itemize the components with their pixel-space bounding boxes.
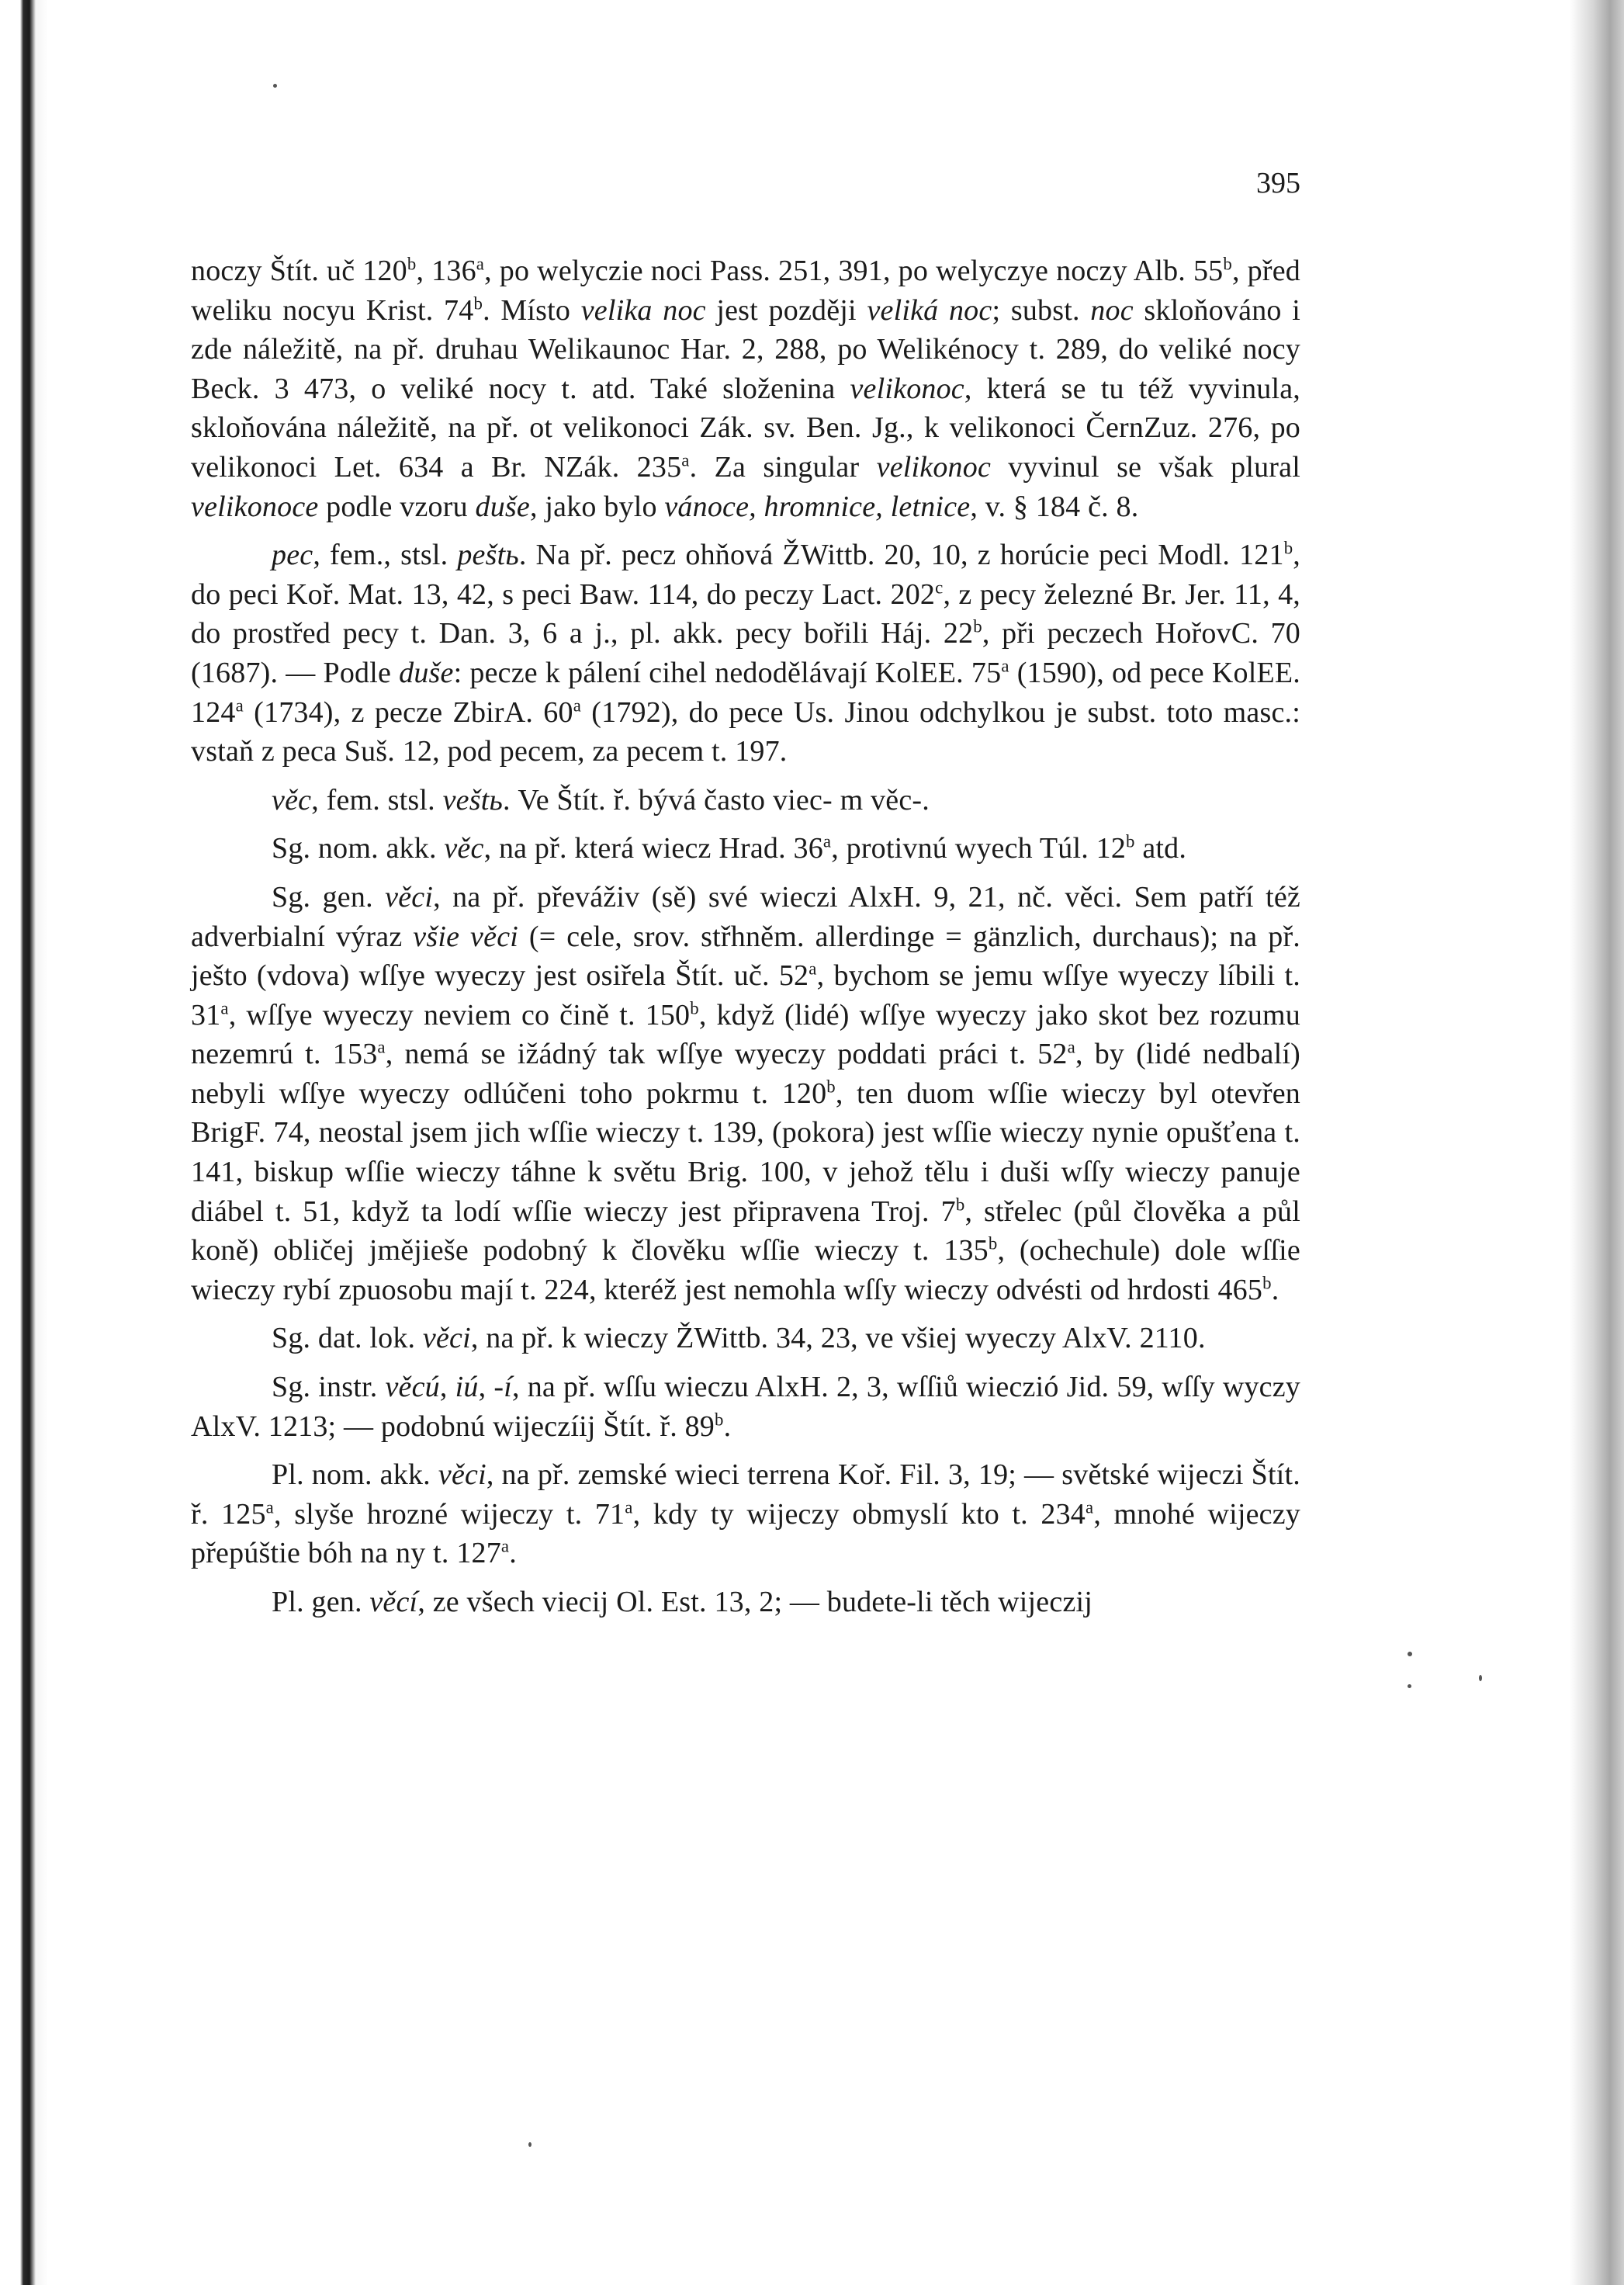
text-run: . Ve Štít. ř. bývá často viec- m věc-. [502, 783, 930, 817]
paragraph [191, 1368, 1300, 1446]
text-run: , po welyczie noci Pass. 251, 391, po welyczye noczy Alb. 55 [484, 255, 1224, 287]
scan-speck [1408, 1652, 1412, 1656]
text-run: Sg. nom. akk. [272, 832, 445, 865]
paragraph [191, 1583, 1300, 1622]
text-run: , protivnú wyech Túl. 12 [831, 832, 1127, 865]
text-run: noczy Štít. uč 120 [191, 255, 407, 287]
text-run: , fem. stsl. [311, 783, 443, 817]
text-run: (1792), do pece Us. Jinou odchylkou je subst. toto masc.: vstaň z peca Suš. 12, pod pecem, za pecem t. 197. [191, 695, 1300, 768]
text-run: . Za singular [689, 450, 877, 484]
page-number: 395 [1256, 167, 1300, 199]
text-run: . Na př. pecz ohňová ŽWittb. 20, 10, z horúcie peci Modl. 121 [518, 539, 1284, 572]
italic-term: věcí [369, 1586, 418, 1618]
folio-superscript: a [1001, 656, 1009, 676]
italic-term: věc [444, 832, 484, 865]
folio-superscript: b [988, 1233, 998, 1253]
text-run: atd. [1134, 832, 1187, 865]
scan-speck [1479, 1675, 1482, 1681]
text-run: , 136 [416, 255, 476, 287]
text-run: , v. § 184 č. 8. [970, 490, 1139, 523]
italic-term: iú [455, 1371, 479, 1404]
paragraph [191, 878, 1300, 1310]
folio-superscript: a [573, 695, 582, 715]
text-run: , ten duom wſſie wieczy byl otevřen BrigF. 74, neostal jsem jich wſſie wieczy t. 139, (pokora) jest wſſie wieczy nynie opušťena t. 141, biskup wſſie wieczy táhne k světu Brig. 100, v jehož tělu i duši wſſy wieczy panuje diábel t. 51, když ta lodí wſſie wieczy jest připravena Troj. 7 [191, 1077, 1300, 1228]
italic-term: věci [438, 1458, 487, 1492]
text-run: , [439, 1371, 455, 1404]
folio-superscript: b [1283, 538, 1293, 558]
text-run: , jako bylo [529, 490, 665, 523]
text-run: , střelec (půl člověka a půl koně) obličej jmějieše podobný k člověku wſſie wieczy t. 135 [191, 1195, 1300, 1267]
paragraph [191, 829, 1300, 869]
italic-term: všie věci [413, 920, 519, 953]
text-run: , z pecy železné Br. Jer. 11, 4, do prostřed pecy t. Dan. 3, 6 a j., pl. akk. pecy bořili Háj. 22 [191, 577, 1300, 650]
italic-term: velika noc [580, 293, 706, 327]
folio-superscript: b [407, 254, 417, 274]
italic-term: duše [399, 656, 454, 689]
text-run: , na př. která wiecz Hrad. 36 [483, 832, 823, 865]
folio-superscript: b [1126, 831, 1135, 851]
italic-term: velikonoc [876, 450, 992, 484]
italic-term: věci [385, 880, 434, 914]
folio-superscript: b [826, 1077, 836, 1097]
folio-superscript: a [235, 695, 244, 715]
text-run: , mnohé wijeczy přepúštie bóh na ny t. 127 [191, 1497, 1301, 1570]
text-run: , (ochechule) dole wſſie wieczy rybí zpuosobu mají t. 224, kteréž jest nemohla wſſy wieczy odvésti od hrdosti 465 [191, 1234, 1300, 1306]
folio-superscript: b [473, 293, 483, 313]
text-run: ; subst. [992, 293, 1091, 327]
italic-term: věc [272, 783, 312, 817]
folio-superscript: a [1085, 1497, 1094, 1517]
italic-term: velikonoce [191, 490, 319, 523]
italic-term: pec [272, 539, 313, 572]
folio-superscript: c [935, 577, 944, 598]
text-run: , na př. k wieczy ŽWittb. 34, 23, ve všiej wyeczy AlxV. 2110. [470, 1322, 1206, 1355]
text-run: , na př. zemské wieci terrena Koř. Fil. 3, 19; — světské wijeczi Štít. ř. 125 [191, 1458, 1300, 1531]
italic-term: veliká noc [867, 293, 992, 327]
text-run: . [1271, 1273, 1279, 1306]
scan-speck [528, 2142, 532, 2147]
text-run: , která se tu též vyvinula, skloňována náležitě, na př. ot velikonoci Zák. sv. Ben. Jg., k velikonoci ČernZuz. 276, po velikonoci Let. 634 a Br. NZák. 235 [191, 372, 1300, 484]
italic-term: duše [475, 490, 530, 523]
text-run: . [509, 1537, 517, 1570]
folio-superscript: a [476, 254, 485, 274]
text-run: , kdy ty wijeczy obmyslí kto t. 234 [632, 1497, 1086, 1531]
text-run: , když (lidé) wſſye wyeczy jako skot bez rozumu nezemrú t. 153 [191, 998, 1300, 1071]
text-run: , před weliku nocyu Krist. 74 [191, 255, 1301, 327]
italic-term: vánoce, hromnice, letnice [664, 490, 971, 523]
text-run: . [723, 1409, 732, 1443]
text-run: , fem., stsl. [313, 539, 458, 572]
folio-superscript: a [809, 959, 817, 979]
folio-superscript: a [1067, 1037, 1075, 1057]
folio-superscript: b [1262, 1273, 1272, 1293]
text-run: , na př. wſſu wieczu AlxH. 2, 3, wſſiů wieczió Jid. 59, wſſy wyczy AlxV. 1213; — podobnú wijeczíij Štít. ř. 89 [191, 1371, 1301, 1443]
text-run: , na př. převáživ (sě) své wieczi AlxH. 9, 21, nč. věci. Sem patří též adverbialní výraz [191, 880, 1300, 953]
text-run: Sg. dat. lok. [272, 1322, 423, 1355]
folio-superscript: a [681, 450, 690, 470]
folio-superscript: b [690, 998, 699, 1018]
italic-term: noc [1090, 293, 1134, 327]
italic-term: věci [422, 1322, 471, 1355]
paragraph [191, 781, 1300, 820]
text-run: , [478, 1371, 494, 1404]
text-run: Pl. gen. [272, 1586, 370, 1618]
text-run: (= cele, srov. střhněm. allerdinge = gänzlich, durchaus); na př. ješto (vdova) wſſye wyeczy jest osiřela Štít. uč. 52 [191, 920, 1300, 993]
italic-term: -í [493, 1371, 512, 1404]
paragraph [191, 1455, 1300, 1573]
text-run: , ze všech viecij Ol. Est. 13, 2; — budete-li těch wijeczij [417, 1586, 1093, 1618]
italic-term: peštь [457, 539, 519, 572]
italic-term: veštь [442, 783, 503, 817]
folio-superscript: b [973, 616, 982, 636]
text-run: skloňováno i zde náležitě, na př. druhau Welikaunoc Har. 2, 288, po Welikénocy t. 289, do veliké nocy Beck. 3 473, o veliké nocy t. atd. Také složenina [191, 293, 1300, 405]
body-text [191, 251, 1300, 1622]
text-run: . Místo [483, 293, 581, 327]
scan-binding-edge [0, 0, 48, 2285]
text-run: , do peci Koř. Mat. 13, 42, s peci Baw. 114, do peczy Lact. 202 [191, 539, 1300, 611]
italic-term: velikonoc [850, 372, 964, 405]
folio-superscript: b [1223, 254, 1232, 274]
scan-speck [1408, 1684, 1411, 1688]
text-run: (1734), z pecze ZbirA. 60 [243, 695, 573, 729]
folio-superscript: a [265, 1497, 274, 1517]
italic-term: věcú [385, 1371, 440, 1404]
text-run: , bychom se jemu wſſye wyeczy líbili t. 31 [191, 959, 1300, 1032]
text-run: vyvinul se však plural [991, 450, 1300, 484]
folio-superscript: a [625, 1497, 633, 1517]
text-run: : pecze k pálení cihel nedodělávají KolEE. 75 [453, 656, 1002, 689]
text-run: Sg. instr. [272, 1371, 386, 1404]
text-run: podle vzoru [318, 490, 476, 523]
paragraph [191, 251, 1300, 526]
text-run: , nemá se ižádný tak wſſye wyeczy poddati práci t. 52 [385, 1038, 1068, 1071]
text-run: Sg. gen. [272, 880, 386, 914]
folio-superscript: b [715, 1409, 724, 1429]
folio-superscript: a [220, 998, 229, 1018]
text-run: , při peczech HořovC. 70 (1687). — Podle [191, 617, 1300, 689]
paragraph [191, 1319, 1300, 1358]
paragraph [191, 536, 1300, 771]
text-run: , wſſye wyeczy neviem co čině t. 150 [228, 998, 691, 1032]
text-run: , slyše hrozné wijeczy t. 71 [274, 1497, 625, 1531]
scan-page-edge [1570, 0, 1624, 2285]
folio-superscript: a [377, 1037, 386, 1057]
scan-speck [273, 84, 277, 88]
text-run: (1590), od pece KolEE. 124 [191, 656, 1300, 729]
text-run: Pl. nom. akk. [272, 1458, 438, 1492]
folio-superscript: a [500, 1536, 510, 1556]
folio-superscript: b [955, 1195, 965, 1214]
folio-superscript: a [822, 831, 832, 851]
text-run: , by (lidé nedbalí) nebyli wſſye wyeczy odlúčeni toho pokrmu t. 120 [191, 1038, 1300, 1110]
text-run: jest později [705, 293, 867, 327]
